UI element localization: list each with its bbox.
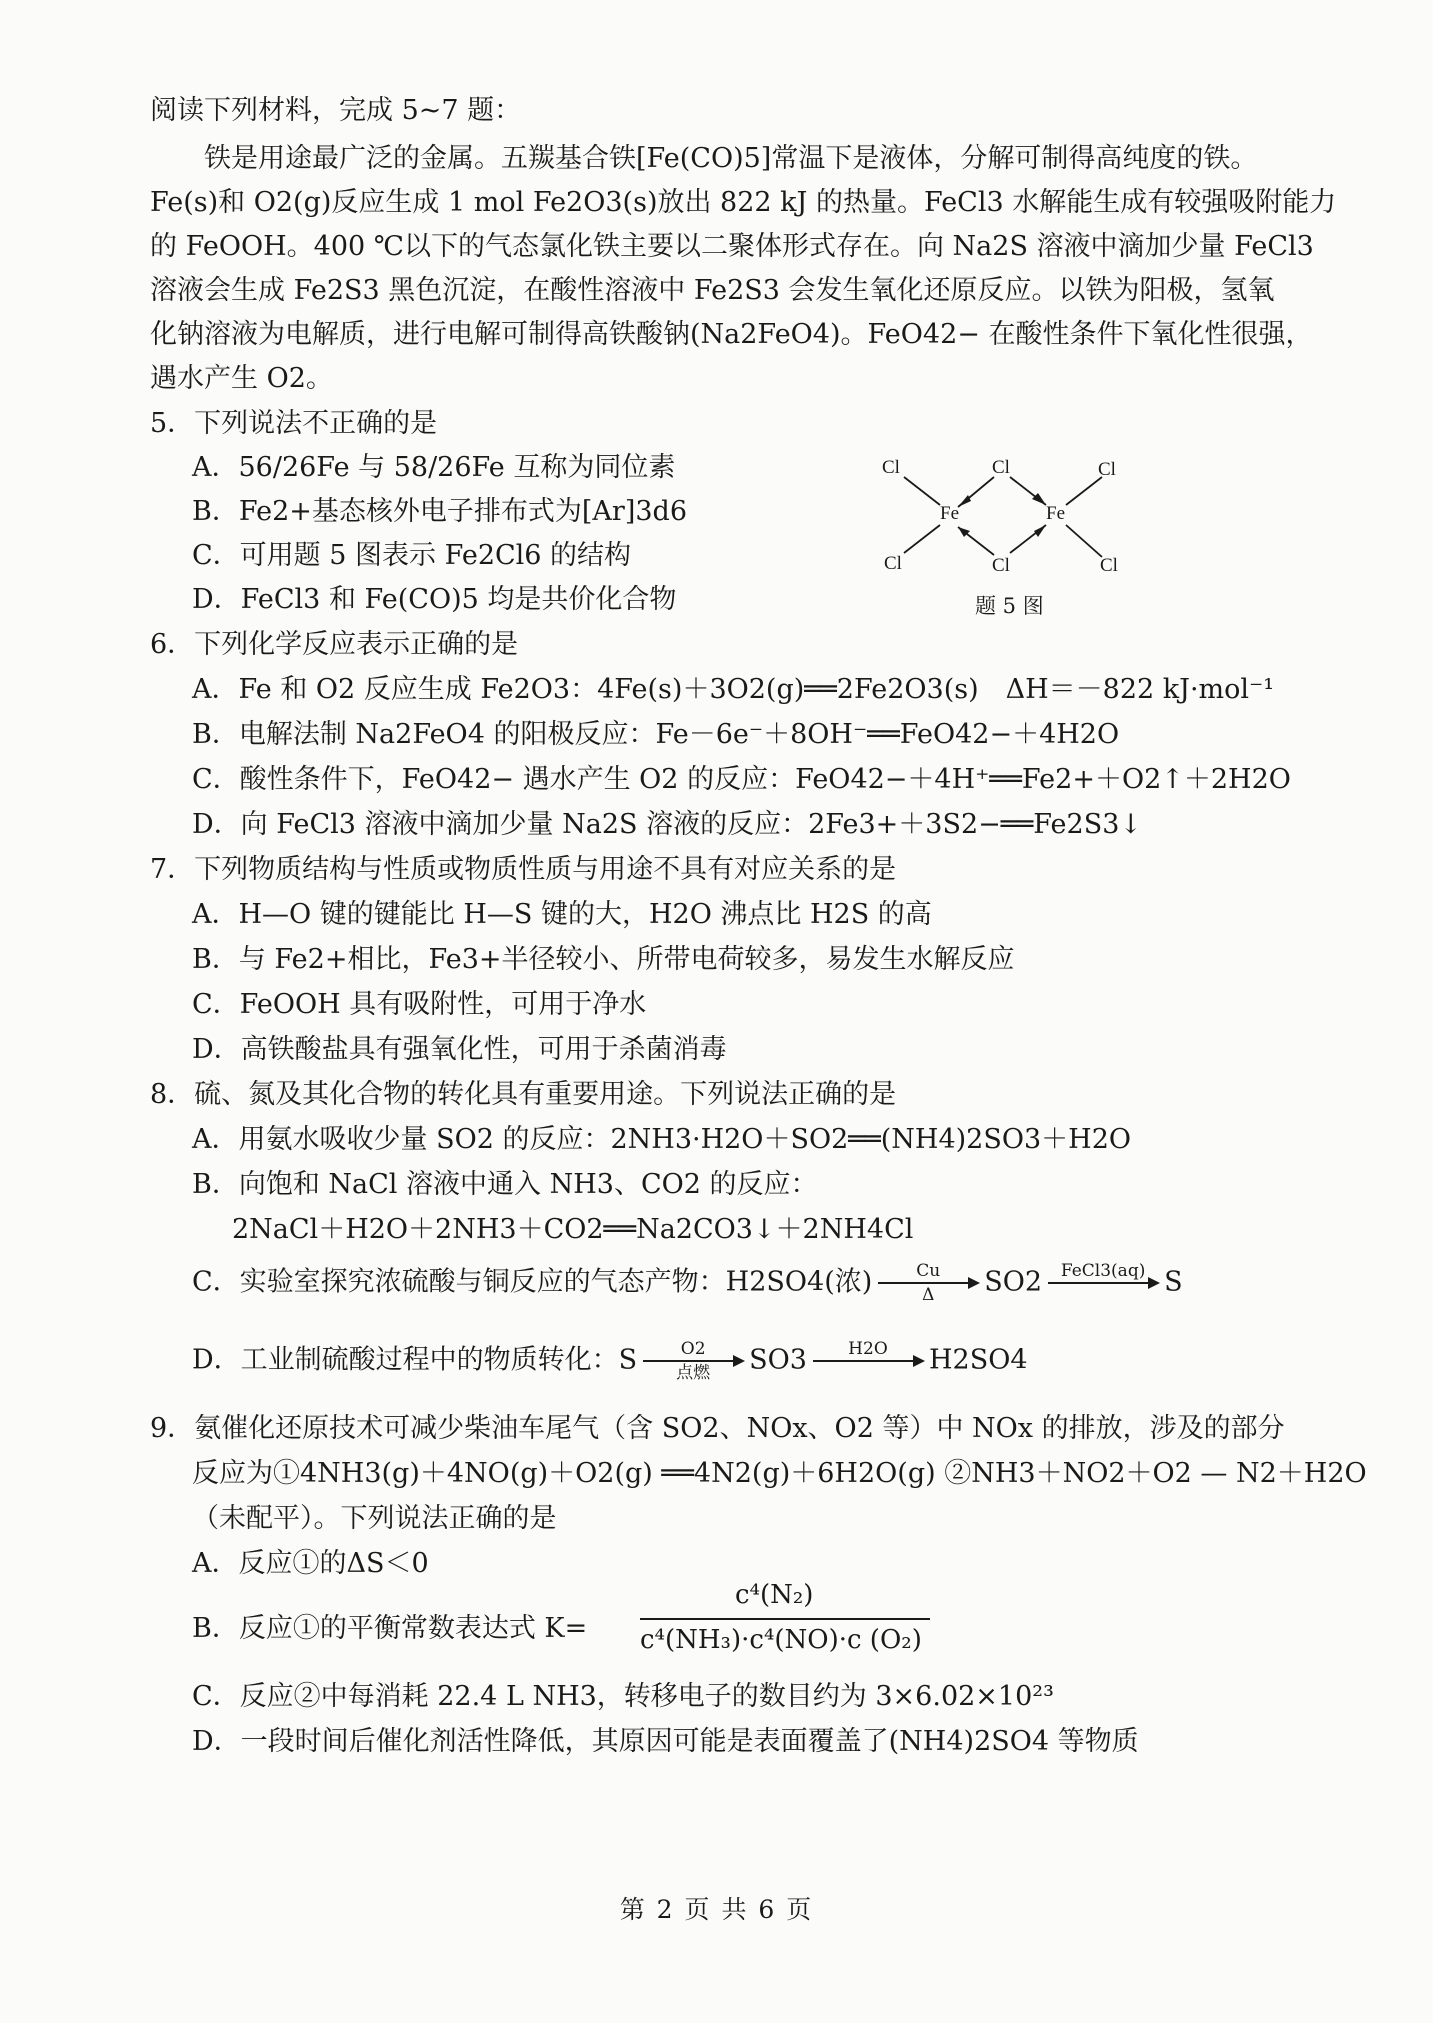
reading-intro: 阅读下列材料，完成 5~7 题： [150,95,522,126]
q8-stem: 8．硫、氮及其化合物的转化具有重要用途。下列说法正确的是 [150,1079,897,1110]
q9-stem-line-1: 9．氨催化还原技术可减少柴油车尾气（含 SO2、NOx、O2 等）中 NOx 的排放，涉及的部分 [150,1413,1285,1444]
material-line-3: 的 FeOOH。400 ℃以下的气态氯化铁主要以二聚体形式存在。向 Na2S 溶液中滴加少量 FeCl3 [150,231,1314,262]
q8-d-end: H2SO4 [928,1344,1028,1376]
q8-d-start: S [618,1344,638,1376]
q8-c-mid: SO2 [984,1266,1043,1298]
q8-c-arrow-2-top: FeCl3(aq) [1060,1261,1146,1281]
q7-option-c: C．FeOOH 具有吸附性，可用于净水 [192,989,647,1020]
fig-label-cl-2: Cl [992,457,1010,478]
q9-fraction-bar [640,1618,930,1620]
q9-k-denominator: c⁴(NH₃)·c⁴(NO)·c (O₂) [640,1625,922,1655]
fig-label-cl-3: Cl [1098,459,1116,480]
material-line-6: 遇水产生 O2。 [150,363,333,394]
q5-option-b: B．Fe2+基态核外电子排布式为[Ar]3d6 [192,496,687,527]
q8-d-arrow-2-top: H2O [848,1339,888,1359]
q8-c-arrow-1-bottom: Δ [922,1285,935,1305]
q6-option-d: D．向 FeCl3 溶液中滴加少量 Na2S 溶液的反应：2Fe3+＋3S2−══Fe2S3↓ [192,809,1142,840]
q6-stem: 6．下列化学反应表示正确的是 [150,629,519,660]
fig-label-cl-4: Cl [884,553,902,574]
q9-option-c: C．反应②中每消耗 22.4 L NH3，转移电子的数目约为 3×6.02×10²³ [192,1681,1054,1712]
q8-option-b-equation: 2NaCl＋H2O＋2NH3＋CO2══Na2CO3↓＋2NH4Cl [232,1214,914,1245]
q8-d-arrow-1-bottom: 点燃 [676,1363,711,1383]
q6-option-c: C．酸性条件下，FeO42− 遇水产生 O2 的反应：FeO42−＋4H⁺══Fe2+＋O2↑＋2H2O [192,764,1291,795]
fig-label-cl-5: Cl [992,555,1010,576]
material-line-5: 化钠溶液为电解质，进行电解可制得高铁酸钠(Na2FeO4)。FeO42− 在酸性条件下氧化性很强， [150,319,1313,350]
q8-c-arrow-1-top: Cu [916,1261,941,1281]
q8-d-arrow-1 [643,1340,743,1382]
material-line-2: Fe(s)和 O2(g)反应生成 1 mol Fe2O3(s)放出 822 kJ 的热量。FeCl3 水解能生成有较强吸附能力 [150,187,1337,218]
q8-option-b: B．向饱和 NaCl 溶液中通入 NH3、CO2 的反应： [192,1169,818,1200]
q5-stem: 5．下列说法不正确的是 [150,408,438,439]
q9-option-b: B．反应①的平衡常数表达式 K= [192,1613,588,1644]
q5-option-c: C．可用题 5 图表示 Fe2Cl6 的结构 [192,540,632,571]
q6-option-a: A．Fe 和 O2 反应生成 Fe2O3：4Fe(s)＋3O2(g)══2Fe2O3(s) ΔH＝－822 kJ·mol⁻¹ [192,674,1275,705]
q8-d-arrow-2 [813,1340,923,1382]
q8-c-start: H2SO4(浓) [725,1266,873,1298]
q7-option-a: A．H—O 键的键能比 H—S 键的大，H2O 沸点比 H2S 的高 [192,899,932,930]
q9-option-d: D．一段时间后催化剂活性降低，其原因可能是表面覆盖了(NH4)2SO4 等物质 [192,1726,1139,1757]
fig-label-cl-6: Cl [1100,555,1118,576]
fig-label-cl-1: Cl [882,457,900,478]
q5-option-a: A．56/26Fe 与 58/26Fe 互称为同位素 [192,452,676,483]
q9-option-a: A．反应①的ΔS＜0 [192,1548,429,1579]
q9-stem-line-2: 反应为①4NH3(g)＋4NO(g)＋O2(g) ══4N2(g)＋6H2O(g) ②NH3＋NO2＋O2 — N2＋H2O [192,1458,1367,1489]
fig-label-fe-1: Fe [940,503,959,524]
page-footer: 第 2 页 共 6 页 [619,1895,814,1924]
q7-option-d: D．高铁酸盐具有强氧化性，可用于杀菌消毒 [192,1034,727,1065]
q8-option-a: A．用氨水吸收少量 SO2 的反应：2NH3·H2O＋SO2══(NH4)2SO3＋H2O [192,1124,1132,1155]
q7-option-b: B．与 Fe2+相比，Fe3+半径较小、所带电荷较多，易发生水解反应 [192,944,1015,975]
q5-option-d: D．FeCl3 和 Fe(CO)5 均是共价化合物 [192,584,677,615]
material-line-4: 溶液会生成 Fe2S3 黑色沉淀，在酸性溶液中 Fe2S3 会发生氧化还原反应。以铁为阳极，氢氧 [150,275,1275,306]
q7-stem: 7．下列物质结构与性质或物质性质与用途不具有对应关系的是 [150,854,897,885]
q8-c-end: S [1164,1266,1183,1298]
q8-d-arrow-1-top: O2 [680,1339,706,1359]
material-line-1: 铁是用途最广泛的金属。五羰基合铁[Fe(CO)5]常温下是液体，分解可制得高纯度的铁。 [204,143,1258,174]
q8-d-mid: SO3 [749,1344,807,1376]
q8-option-d-text: D．工业制硫酸过程中的物质转化： [192,1344,619,1376]
q9-k-numerator: c⁴(N₂) [735,1580,814,1610]
q6-option-b: B．电解法制 Na2FeO4 的阳极反应：Fe－6e⁻＋8OH⁻══FeO42−＋4H2O [192,719,1120,750]
q8-option-d [192,1340,1028,1382]
q5-figure-caption: 题 5 图 [975,594,1044,618]
q8-c-arrow-1 [878,1262,978,1304]
q8-c-arrow-2 [1048,1262,1158,1304]
fig-label-fe-2: Fe [1046,503,1065,524]
q8-option-c-text: C．实验室探究浓硫酸与铜反应的气态产物： [192,1266,726,1298]
q8-option-c [192,1262,1183,1304]
q9-stem-line-3: （未配平）。下列说法正确的是 [192,1503,557,1534]
